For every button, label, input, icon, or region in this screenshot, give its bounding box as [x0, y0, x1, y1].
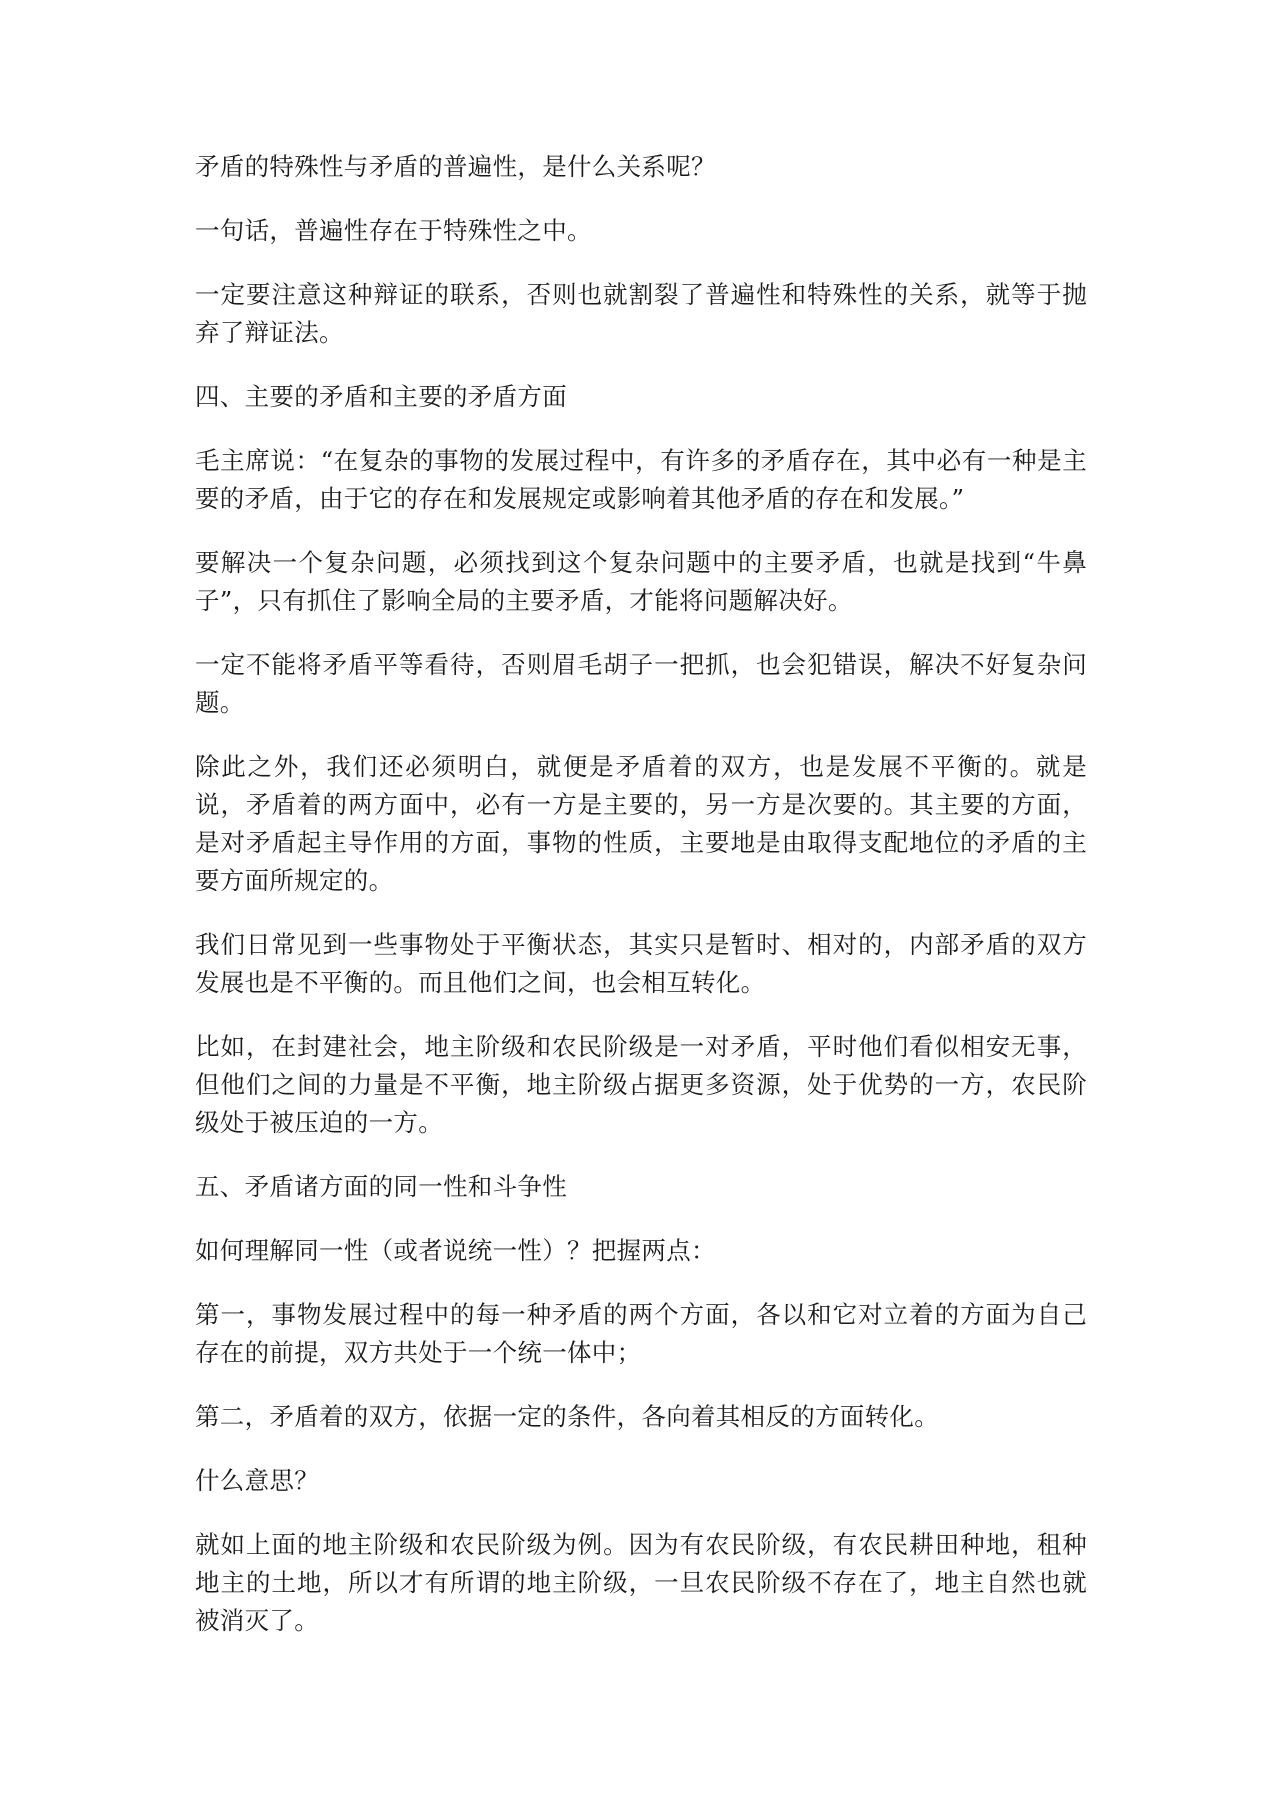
paragraph-quote: 毛主席说：“在复杂的事物的发展过程中，有许多的矛盾存在，其中必有一种是主要的矛盾，由于它的存在和发展规定或影响着其他矛盾的存在和发展。” [195, 446, 1087, 513]
paragraph-balance-state: 我们日常见到一些事物处于平衡状态，其实只是暂时、相对的，内部矛盾的双方发展也是不平衡的。而且他们之间，也会相互转化。 [195, 930, 1087, 997]
paragraph-unbalanced: 除此之外，我们还必须明白，就便是矛盾着的双方，也是发展不平衡的。就是说，矛盾着的两方面中，必有一方是主要的，另一方是次要的。其主要的方面，是对矛盾起主导作用的方面，事物的性质，主要地是由取得支配地位的矛盾的主要方面所规定的。 [195, 752, 1087, 895]
paragraph-identity-question: 如何理解同一性（或者说统一性）？把握两点： [195, 1236, 716, 1265]
paragraph-one-sentence: 一句话，普遍性存在于特殊性之中。 [195, 216, 592, 245]
paragraph-dialectic-note: 一定要注意这种辩证的联系，否则也就割裂了普遍性和特殊性的关系，就等于抛弃了辩证法。 [195, 280, 1087, 347]
paragraph-feudal-example: 比如，在封建社会，地主阶级和农民阶级是一对矛盾，平时他们看似相安无事，但他们之间的力量是不平衡，地主阶级占据更多资源，处于优势的一方，农民阶级处于被压迫的一方。 [195, 1032, 1087, 1137]
paragraph-meaning-question: 什么意思？ [195, 1466, 319, 1495]
paragraph-key-contradiction: 要解决一个复杂问题，必须找到这个复杂问题中的主要矛盾，也就是找到“牛鼻子”，只有抓住了影响全局的主要矛盾，才能将问题解决好。 [195, 548, 1087, 615]
document-body [195, 148, 1087, 1666]
paragraph-landlord-example: 就如上面的地主阶级和农民阶级为例。因为有农民阶级，有农民耕田种地，租种地主的土地，所以才有所谓的地主阶级，一旦农民阶级不存在了，地主自然也就被消灭了。 [195, 1530, 1087, 1635]
section-heading-four: 四、主要的矛盾和主要的矛盾方面 [195, 382, 567, 411]
paragraph-relation-question: 矛盾的特殊性与矛盾的普遍性，是什么关系呢？ [195, 152, 716, 181]
paragraph-first-point: 第一，事物发展过程中的每一种矛盾的两个方面，各以和它对立着的方面为自己存在的前提，双方共处于一个统一体中； [195, 1300, 1087, 1367]
section-heading-five: 五、矛盾诸方面的同一性和斗争性 [195, 1172, 567, 1201]
paragraph-second-point: 第二，矛盾着的双方，依据一定的条件，各向着其相反的方面转化。 [195, 1402, 939, 1431]
paragraph-not-equal: 一定不能将矛盾平等看待，否则眉毛胡子一把抓，也会犯错误，解决不好复杂问题。 [195, 650, 1087, 717]
